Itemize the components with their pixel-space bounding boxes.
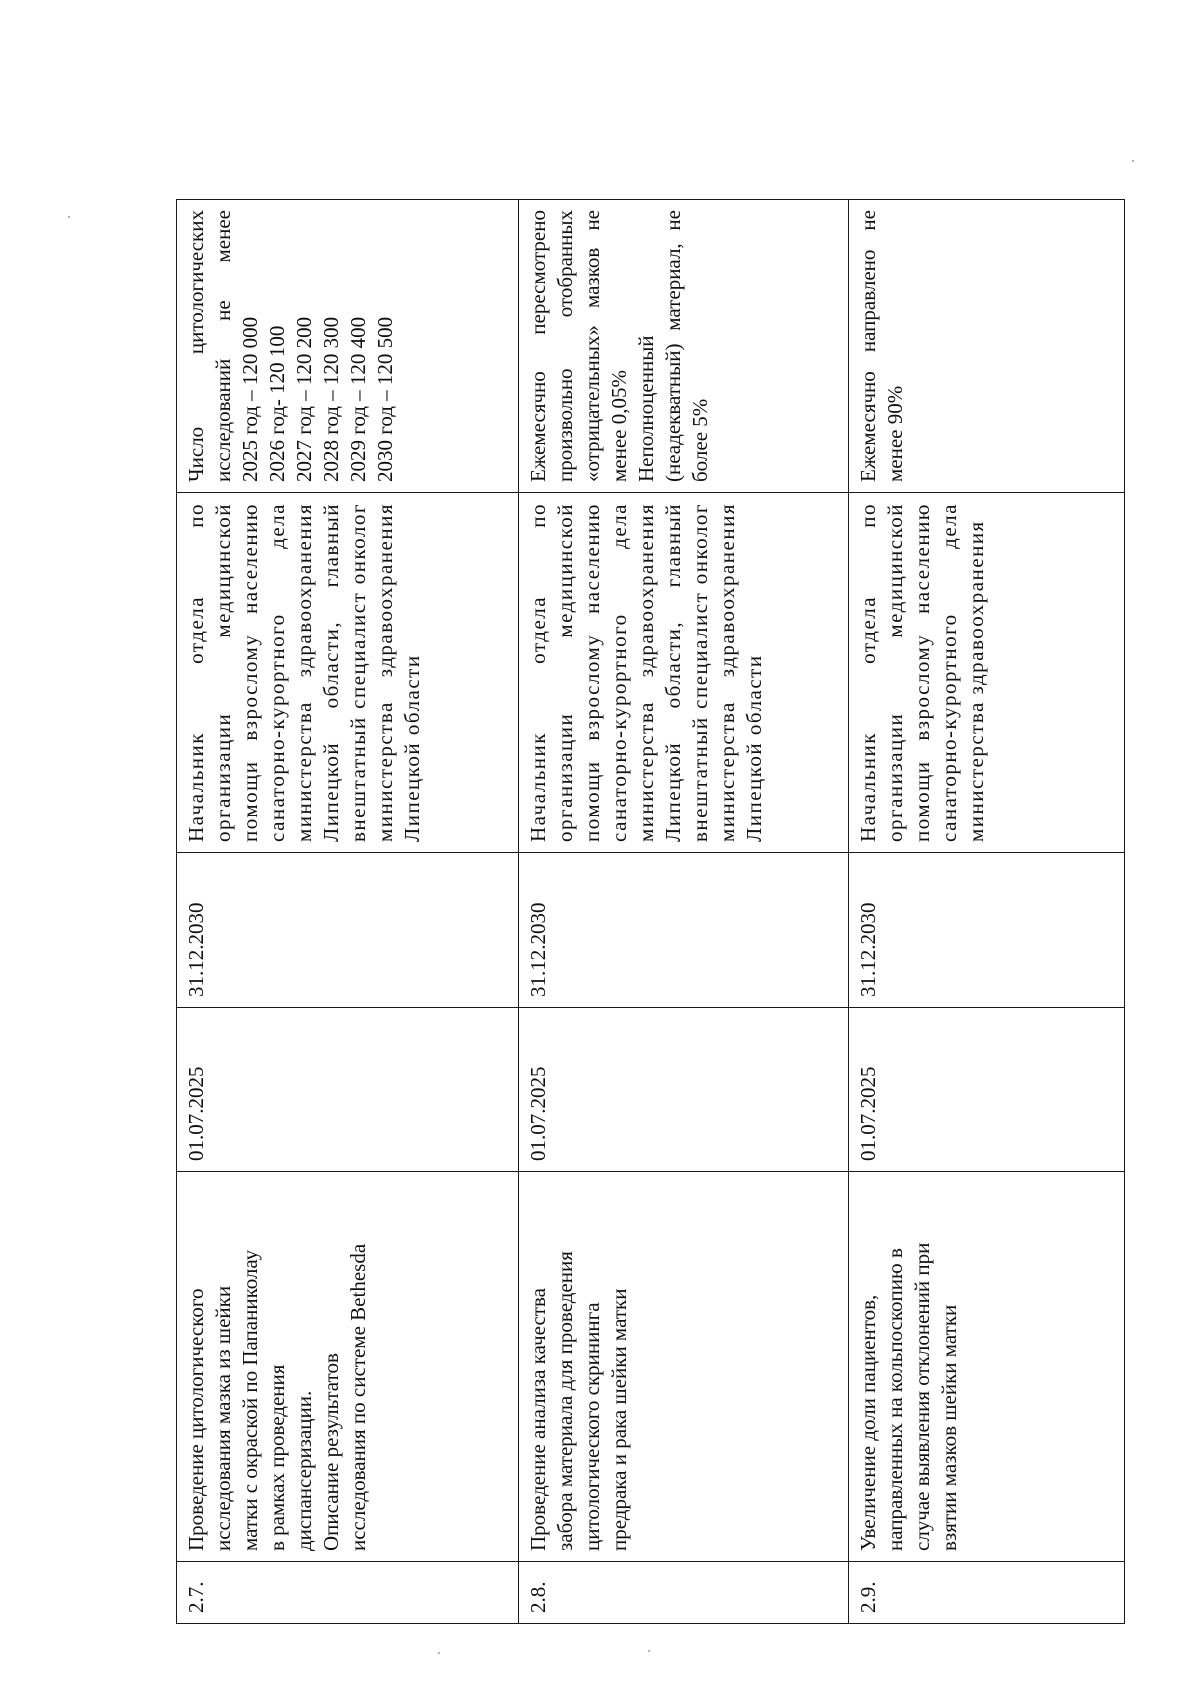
table-row bbox=[849, 200, 1125, 1624]
scan-speck bbox=[648, 1650, 650, 1652]
row-number: 2.8. bbox=[519, 1562, 849, 1624]
responsible-person: Начальник отдела по организации медицинской помощи взрослому населению санаторно-курортного дела министерства здравоохранения Липецкой области, главный внештатный специалист онколог министерства здравоохранения Липецкой области bbox=[177, 493, 519, 853]
table-row bbox=[519, 200, 849, 1624]
action-plan-table bbox=[176, 199, 1125, 1624]
rotated-page-content bbox=[176, 200, 1124, 1624]
action-description: Проведение цитологического исследования мазка из шейки матки с окраской по Папаниколау в рамках проведения диспансеризации. Описание результатов исследования по системе Bethesda bbox=[177, 1172, 519, 1562]
expected-result: Ежемесячно направлено не менее 90% bbox=[849, 200, 1125, 493]
end-date: 31.12.2030 bbox=[519, 853, 849, 1008]
action-description: Проведение анализа качества забора материала для проведения цитологического скрининга предрака и рака шейки матки bbox=[519, 1172, 849, 1562]
row-number: 2.7. bbox=[177, 1562, 519, 1624]
scan-speck bbox=[68, 216, 70, 218]
start-date: 01.07.2025 bbox=[519, 1008, 849, 1172]
end-date: 31.12.2030 bbox=[177, 853, 519, 1008]
table-row bbox=[177, 200, 519, 1624]
expected-result: Число цитологических исследований не менее 2025 год – 120 000 2026 год- 120 100 2027 год – 120 200 2028 год – 120 300 2029 год – 120 400 2030 год – 120 500 bbox=[177, 200, 519, 493]
scan-speck bbox=[1132, 160, 1134, 162]
expected-result: Ежемесячно пересмотрено произвольно отобранных «отрицательных» мазков не менее 0,05% Неполноценный (неадекватный) материал, не более 5% bbox=[519, 200, 849, 493]
action-description: Увеличение доли пациентов, направленных на кольпоскопию в случае выявления отклонений при взятии мазков шейки матки bbox=[849, 1172, 1125, 1562]
responsible-person: Начальник отдела по организации медицинской помощи взрослому населению санаторно-курортного дела министерства здравоохранения bbox=[849, 493, 1125, 853]
end-date: 31.12.2030 bbox=[849, 853, 1125, 1008]
start-date: 01.07.2025 bbox=[849, 1008, 1125, 1172]
start-date: 01.07.2025 bbox=[177, 1008, 519, 1172]
responsible-person: Начальник отдела по организации медицинской помощи взрослому населению санаторно-курортного дела министерства здравоохранения Липецкой области, главный внештатный специалист онколог министерства здравоохранения Липецкой области bbox=[519, 493, 849, 853]
row-number: 2.9. bbox=[849, 1562, 1125, 1624]
scan-speck bbox=[438, 1652, 440, 1654]
